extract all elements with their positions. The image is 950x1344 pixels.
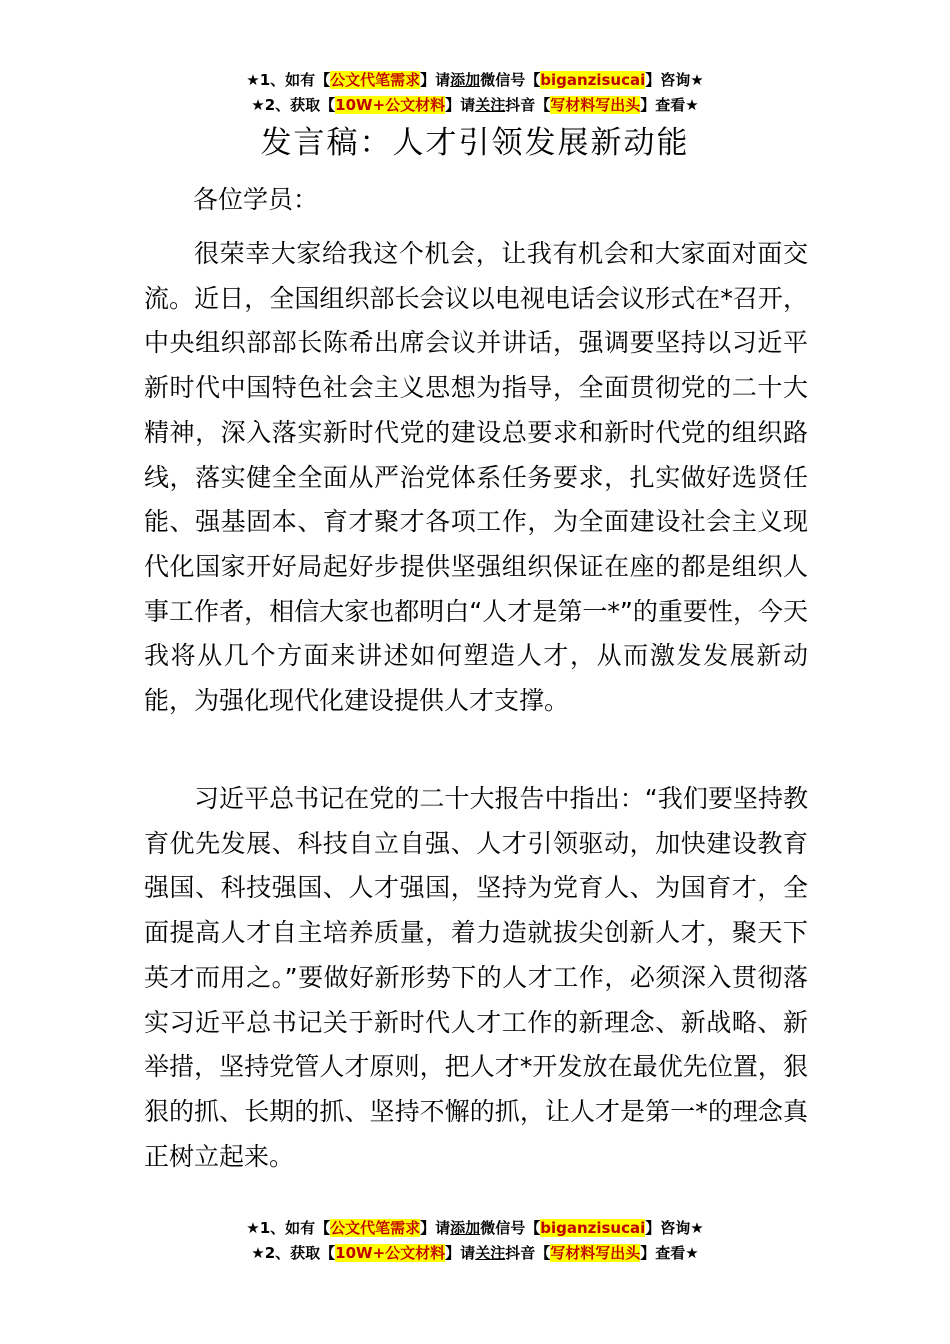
- highlight-wechat-id: biganzisucai: [540, 71, 646, 89]
- star-icon: ★: [246, 1219, 260, 1237]
- banner-text: 抖音【: [505, 96, 551, 114]
- highlight-materials: 10W+公文材料: [335, 1244, 446, 1262]
- banner-line-1: [0, 1216, 950, 1241]
- banner-text: 】咨询: [645, 1219, 691, 1237]
- highlight-ghostwriting: 公文代笔需求: [330, 71, 421, 89]
- underlined-follow: 关注: [475, 96, 506, 114]
- underlined-add: 添加: [450, 1219, 481, 1237]
- underlined-follow: 关注: [475, 1244, 506, 1262]
- footer-banner: [0, 1216, 950, 1266]
- banner-text: 】请: [445, 1244, 476, 1262]
- highlight-materials: 10W+公文材料: [335, 96, 446, 114]
- highlight-ghostwriting: 公文代笔需求: [330, 1219, 421, 1237]
- banner-text: 微信号【: [480, 71, 541, 89]
- banner-text: 】咨询: [645, 71, 691, 89]
- star-icon: ★: [690, 1219, 704, 1237]
- star-icon: ★: [251, 96, 265, 114]
- banner-text: 2、获取【: [264, 1244, 336, 1262]
- star-icon: ★: [251, 1244, 265, 1262]
- banner-text: 微信号【: [480, 1219, 541, 1237]
- highlight-douyin-account: 写材料写出头: [550, 96, 641, 114]
- banner-text: 】查看: [640, 96, 686, 114]
- body-paragraph-1: 很荣幸大家给我这个机会，让我有机会和大家面对面交流。近日，全国组织部长会议以电视电话会议形式在*召开，中央组织部部长陈希出席会议并讲话，强调要坚持以习近平新时代中国特色社会主义思想为指导，全面贯彻党的二十大精神，深入落实新时代党的建设总要求和新时代党的组织路线，落实健全全面从严治党体系任务要求，扎实做好选贤任能、强基固本、育才聚才各项工作，为全面建设社会主义现代化国家开好局起好步提供坚强组织保证在座的都是组织人事工作者，相信大家也都明白“人才是第一*”的重要性，今天我将从几个方面来讲述如何塑造人才，从而激发发展新动能，为强化现代化建设提供人才支撑。: [144, 239, 808, 716]
- banner-text: 】查看: [640, 1244, 686, 1262]
- star-icon: ★: [690, 71, 704, 89]
- banner-line-1: [0, 68, 950, 93]
- salutation: 各位学员：: [193, 185, 319, 214]
- star-icon: ★: [685, 96, 699, 114]
- document-title: 发言稿：人才引领发展新动能: [260, 125, 690, 161]
- banner-text: 抖音【: [505, 1244, 551, 1262]
- banner-text: 】请: [445, 96, 476, 114]
- star-icon: ★: [685, 1244, 699, 1262]
- underlined-add: 添加: [450, 71, 481, 89]
- header-banner: [0, 68, 950, 118]
- star-icon: ★: [246, 71, 260, 89]
- body-paragraph-2: 习近平总书记在党的二十大报告中指出：“我们要坚持教育优先发展、科技自立自强、人才引领驱动，加快建设教育强国、科技强国、人才强国，坚持为党育人、为国育才，全面提高人才自主培养质量，着力造就拔尖创新人才，聚天下英才而用之。”要做好新形势下的人才工作，必须深入贯彻落实习近平总书记关于新时代人才工作的新理念、新战略、新举措，坚持党管人才原则，把人才*开发放在最优先位置，狠狠的抓、长期的抓、坚持不懈的抓，让人才是第一*的理念真正树立起来。: [144, 784, 808, 1171]
- highlight-wechat-id: biganzisucai: [540, 1219, 646, 1237]
- banner-line-2: [0, 93, 950, 118]
- banner-text: 2、获取【: [264, 96, 336, 114]
- banner-text: 1、如有【: [259, 71, 331, 89]
- banner-text: 】请: [420, 71, 451, 89]
- banner-line-2: [0, 1241, 950, 1266]
- banner-text: 】请: [420, 1219, 451, 1237]
- highlight-douyin-account: 写材料写出头: [550, 1244, 641, 1262]
- banner-text: 1、如有【: [259, 1219, 331, 1237]
